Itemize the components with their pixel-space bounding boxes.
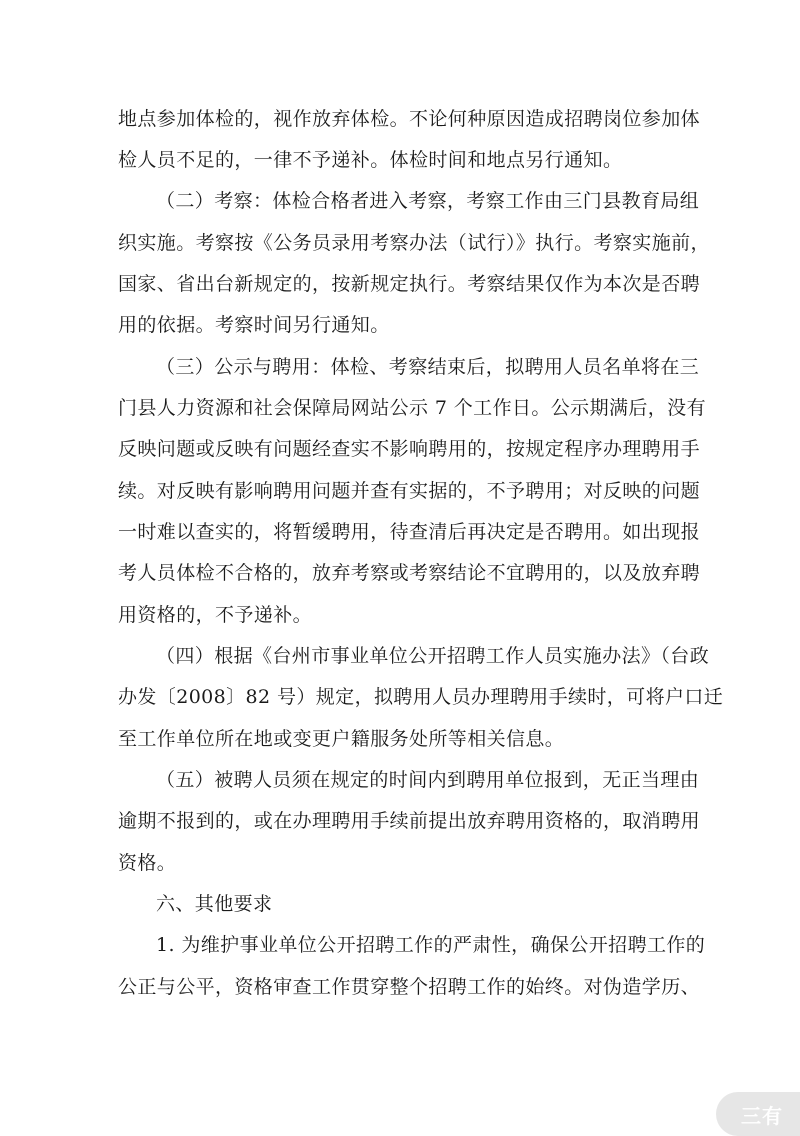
text-line: 1. 为维护事业单位公开招聘工作的严肃性，确保公开招聘工作的: [156, 934, 706, 956]
text-line: 公正与公平，资格审查工作贯穿整个招聘工作的始终。对伪造学历、: [118, 976, 701, 998]
text-line: 用资格的，不予递补。: [118, 604, 313, 626]
text-line: 至工作单位所在地或变更户籍服务处所等相关信息。: [118, 728, 565, 750]
text-line: 国家、省出台新规定的，按新规定执行。考察结果仅作为本次是否聘: [118, 273, 701, 295]
text-line: （三）公示与聘用：体检、考察结束后，拟聘用人员名单将在三: [156, 356, 700, 378]
section-heading: 六、其他要求: [156, 893, 273, 915]
text-line: 逾期不报到的，或在办理聘用手续前提出放弃聘用资格的，取消聘用: [118, 810, 701, 832]
text-line: 一时难以查实的，将暂缓聘用，待查清后再决定是否聘用。如出现报: [118, 521, 701, 543]
watermark-label: 三有: [741, 1103, 783, 1128]
text-line: 考人员体检不合格的，放弃考察或考察结论不宜聘用的，以及放弃聘: [118, 562, 701, 584]
text-line: 用的依据。考察时间另行通知。: [118, 314, 390, 336]
text-line: 织实施。考察按《公务员录用考察办法（试行）》执行。考察实施前，: [118, 232, 710, 254]
text-line: 反映问题或反映有问题经查实不影响聘用的，按规定程序办理聘用手: [118, 438, 701, 460]
text-line: 资格。: [118, 852, 177, 874]
text-line: 检人员不足的，一律不予递补。体检时间和地点另行通知。: [118, 149, 623, 171]
text-line: （五）被聘人员须在规定的时间内到聘用单位报到，无正当理由: [156, 769, 700, 791]
text-line: 办发〔2008〕82 号）规定，拟聘用人员办理聘用手续时，可将户口迁: [118, 686, 724, 708]
watermark-badge: [716, 1092, 800, 1136]
text-line: 门县人力资源和社会保障局网站公示 7 个工作日。公示期满后，没有: [118, 397, 706, 419]
text-line: 地点参加体检的，视作放弃体检。不论何种原因造成招聘岗位参加体: [118, 108, 701, 130]
text-line: （四）根据《台州市事业单位公开招聘工作人员实施办法》（台政: [156, 645, 710, 667]
text-line: 续。对反映有影响聘用问题并查有实据的，不予聘用；对反映的问题: [118, 480, 701, 502]
text-line: （二）考察：体检合格者进入考察，考察工作由三门县教育局组: [156, 190, 700, 212]
